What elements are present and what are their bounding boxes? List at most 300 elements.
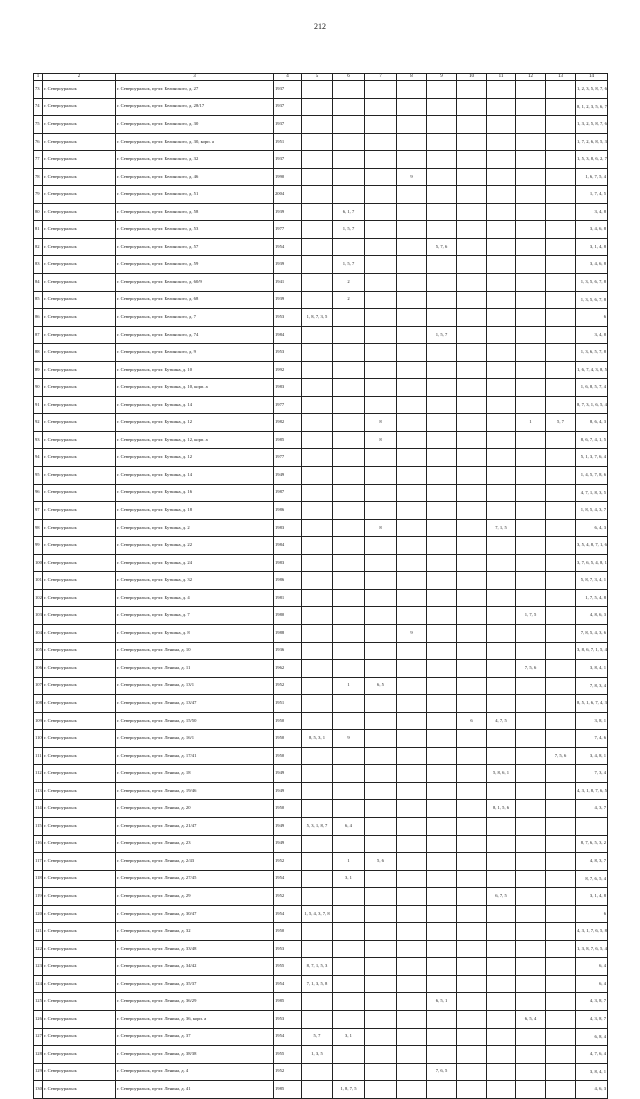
table-row (34, 888, 608, 906)
col14-cell: 8, 7, 6, 5, 4 (576, 870, 608, 888)
col5-cell: 1, 3, 5 (302, 1046, 333, 1064)
col5-cell (302, 677, 333, 695)
col7-cell (365, 116, 397, 134)
col6-cell (333, 344, 365, 362)
col5-cell (302, 537, 333, 555)
col10-cell (457, 958, 487, 976)
col13-cell (546, 1010, 576, 1028)
row-number: 96 (34, 484, 43, 502)
table-row (34, 958, 608, 976)
row-number: 84 (34, 274, 43, 292)
row-number: 74 (34, 98, 43, 116)
city-cell: г. Североуральск (43, 1063, 116, 1081)
row-number: 121 (34, 923, 43, 941)
col14-cell: 7, 8, 3, 4 (576, 677, 608, 695)
col10-cell (457, 747, 487, 765)
column-header: 12 (516, 74, 546, 81)
col7-cell (365, 81, 397, 99)
table-row (34, 168, 608, 186)
col13-cell (546, 765, 576, 783)
col14-cell: 4, 3, 8, 7 (576, 993, 608, 1011)
col12-cell (516, 537, 546, 555)
address-cell: г. Североуральск, пр-кт. Буткина, д. 14 (116, 467, 274, 485)
col6-cell (333, 1046, 365, 1064)
col8-cell (397, 414, 427, 432)
col7-cell (365, 344, 397, 362)
col13-cell (546, 870, 576, 888)
col11-cell (487, 975, 516, 993)
col12-cell (516, 186, 546, 204)
col9-cell (427, 870, 457, 888)
col7-cell (365, 1063, 397, 1081)
col14-cell: 1, 6, 7, 5, 4 (576, 168, 608, 186)
col12-cell (516, 361, 546, 379)
col8-cell (397, 431, 427, 449)
col13-cell (546, 291, 576, 309)
col14-cell: 4, 3, 7 (576, 800, 608, 818)
col13-cell (546, 133, 576, 151)
table-row (34, 256, 608, 274)
col12-cell (516, 309, 546, 327)
table-row (34, 274, 608, 292)
row-number: 97 (34, 502, 43, 520)
col5-cell (302, 642, 333, 660)
table-row (34, 1010, 608, 1028)
city-cell: г. Североуральск (43, 800, 116, 818)
col11-cell (487, 817, 516, 835)
row-number: 123 (34, 958, 43, 976)
col10-cell (457, 817, 487, 835)
col11-cell (487, 396, 516, 414)
col14-cell: 4, 6, 3 (576, 1081, 608, 1099)
col13-cell (546, 817, 576, 835)
year-cell: 1952 (274, 853, 302, 871)
col9-cell (427, 1081, 457, 1099)
table-row (34, 835, 608, 853)
col9-cell (427, 853, 457, 871)
col7-cell (365, 975, 397, 993)
year-cell: 1937 (274, 116, 302, 134)
table-row (34, 81, 608, 99)
col10-cell (457, 589, 487, 607)
col7-cell: 8 (365, 431, 397, 449)
col7-cell (365, 396, 397, 414)
col5-cell (302, 695, 333, 713)
city-cell: г. Североуральск (43, 817, 116, 835)
col6-cell (333, 116, 365, 134)
col5-cell (302, 502, 333, 520)
col12-cell (516, 1028, 546, 1046)
col8-cell: 9 (397, 168, 427, 186)
col13-cell (546, 379, 576, 397)
col12-cell (516, 344, 546, 362)
col13-cell (546, 344, 576, 362)
col7-cell (365, 1081, 397, 1099)
column-header: 4 (274, 74, 302, 81)
city-cell: г. Североуральск (43, 203, 116, 221)
address-cell: г. Североуральск, пр-кт. Буткина, д. 18 (116, 502, 274, 520)
year-cell: 1983 (274, 519, 302, 537)
col13-cell: 5, 7 (546, 414, 576, 432)
col13-cell (546, 1046, 576, 1064)
col6-cell (333, 554, 365, 572)
col8-cell (397, 221, 427, 239)
col7-cell (365, 765, 397, 783)
col11-cell (487, 344, 516, 362)
col10-cell (457, 396, 487, 414)
year-cell: 1980 (274, 607, 302, 625)
col11-cell (487, 133, 516, 151)
col9-cell (427, 607, 457, 625)
row-number: 109 (34, 712, 43, 730)
col11-cell (487, 677, 516, 695)
col7-cell (365, 747, 397, 765)
year-cell: 1992 (274, 361, 302, 379)
col5-cell (302, 291, 333, 309)
city-cell: г. Североуральск (43, 677, 116, 695)
col14-cell: 3, 1, 4, 8 (576, 888, 608, 906)
row-number: 92 (34, 414, 43, 432)
col13-cell (546, 642, 576, 660)
col8-cell (397, 853, 427, 871)
col8-cell (397, 554, 427, 572)
col12-cell (516, 905, 546, 923)
col11-cell (487, 431, 516, 449)
year-cell: 1982 (274, 414, 302, 432)
city-cell: г. Североуральск (43, 361, 116, 379)
col5-cell (302, 800, 333, 818)
city-cell: г. Североуральск (43, 1046, 116, 1064)
col8-cell (397, 888, 427, 906)
address-cell: г. Североуральск, пр-кт. Ленина, д. 23 (116, 835, 274, 853)
city-cell: г. Североуральск (43, 116, 116, 134)
city-cell: г. Североуральск (43, 993, 116, 1011)
col11-cell (487, 958, 516, 976)
address-cell: г. Североуральск, пр-кт. Ленина, д. 36, корп. а (116, 1010, 274, 1028)
city-cell: г. Североуральск (43, 238, 116, 256)
col13-cell (546, 572, 576, 590)
address-cell: г. Североуральск, пр-кт. Ленина, д. 41 (116, 1081, 274, 1099)
col12-cell (516, 81, 546, 99)
col6-cell (333, 835, 365, 853)
col10-cell (457, 993, 487, 1011)
col7-cell (365, 186, 397, 204)
row-number: 85 (34, 291, 43, 309)
col6-cell (333, 186, 365, 204)
col14-cell: 1, 8, 5, 4, 3, 7 (576, 502, 608, 520)
row-number: 106 (34, 660, 43, 678)
row-number: 91 (34, 396, 43, 414)
col10-cell: 6 (457, 712, 487, 730)
col8-cell (397, 203, 427, 221)
col14-cell: 3, 8, 6, 7, 1, 5, 4 (576, 642, 608, 660)
table-row (34, 800, 608, 818)
row-number: 125 (34, 993, 43, 1011)
city-cell: г. Североуральск (43, 1010, 116, 1028)
col9-cell (427, 133, 457, 151)
col12-cell (516, 116, 546, 134)
year-cell: 1949 (274, 467, 302, 485)
col12-cell (516, 326, 546, 344)
col11-cell (487, 291, 516, 309)
register-table (33, 73, 608, 1099)
col14-cell: 1, 3, 5, 6, 7, 8 (576, 274, 608, 292)
row-number: 126 (34, 1010, 43, 1028)
column-header: 10 (457, 74, 487, 81)
col6-cell (333, 765, 365, 783)
col12-cell (516, 256, 546, 274)
col10-cell (457, 1046, 487, 1064)
col7-cell (365, 642, 397, 660)
table-row (34, 993, 608, 1011)
col8-cell (397, 589, 427, 607)
col10-cell (457, 1010, 487, 1028)
col11-cell (487, 1010, 516, 1028)
col10-cell (457, 98, 487, 116)
col9-cell (427, 344, 457, 362)
col14-cell: 3, 8, 4, 1 (576, 1063, 608, 1081)
col7-cell (365, 221, 397, 239)
year-cell: 1952 (274, 677, 302, 695)
col13-cell (546, 1028, 576, 1046)
row-number: 77 (34, 151, 43, 169)
col11-cell (487, 238, 516, 256)
col13-cell (546, 607, 576, 625)
year-cell: 1984 (274, 537, 302, 555)
column-header: 5 (302, 74, 333, 81)
table-row (34, 905, 608, 923)
col9-cell (427, 449, 457, 467)
row-number: 129 (34, 1063, 43, 1081)
year-cell: 1950 (274, 712, 302, 730)
col6-cell: 2 (333, 291, 365, 309)
year-cell: 1939 (274, 291, 302, 309)
address-cell: г. Североуральск, пр-кт. Ленина, д. 13/1 (116, 677, 274, 695)
row-number: 98 (34, 519, 43, 537)
col11-cell (487, 1046, 516, 1064)
col6-cell (333, 361, 365, 379)
col9-cell (427, 186, 457, 204)
col12-cell (516, 133, 546, 151)
year-cell: 1937 (274, 98, 302, 116)
col14-cell: 1, 5, 3, 8, 6, 2, 7 (576, 151, 608, 169)
row-number: 107 (34, 677, 43, 695)
address-cell: г. Североуральск, пр-кт. Ленина, д. 11 (116, 660, 274, 678)
year-cell: 1984 (274, 326, 302, 344)
col14-cell: 3, 4, 8, 1 (576, 747, 608, 765)
col7-cell (365, 274, 397, 292)
table-row (34, 1046, 608, 1064)
city-cell: г. Североуральск (43, 431, 116, 449)
col5-cell (302, 589, 333, 607)
col9-cell (427, 1010, 457, 1028)
col10-cell (457, 940, 487, 958)
col5-cell (302, 782, 333, 800)
col7-cell (365, 467, 397, 485)
col13-cell (546, 554, 576, 572)
row-number: 111 (34, 747, 43, 765)
col9-cell (427, 695, 457, 713)
col12-cell (516, 168, 546, 186)
year-cell: 1949 (274, 782, 302, 800)
col5-cell (302, 396, 333, 414)
col10-cell (457, 765, 487, 783)
col13-cell (546, 677, 576, 695)
col5-cell (302, 414, 333, 432)
col5-cell (302, 835, 333, 853)
col8-cell (397, 870, 427, 888)
col13-cell (546, 624, 576, 642)
col12-cell (516, 695, 546, 713)
col7-cell (365, 554, 397, 572)
col13-cell (546, 712, 576, 730)
col10-cell (457, 607, 487, 625)
year-cell: 2004 (274, 186, 302, 204)
year-cell: 1937 (274, 151, 302, 169)
col9-cell (427, 537, 457, 555)
col12-cell (516, 853, 546, 871)
col13-cell (546, 695, 576, 713)
col13-cell (546, 853, 576, 871)
col8-cell (397, 923, 427, 941)
col6-cell (333, 98, 365, 116)
col12-cell (516, 958, 546, 976)
col7-cell (365, 203, 397, 221)
col6-cell (333, 589, 365, 607)
col14-cell: 3, 4, 8 (576, 203, 608, 221)
col10-cell (457, 502, 487, 520)
col5-cell: 8, 5, 3, 1 (302, 730, 333, 748)
column-header: 2 (43, 74, 116, 81)
row-number: 102 (34, 589, 43, 607)
col9-cell (427, 940, 457, 958)
col12-cell (516, 870, 546, 888)
col13-cell (546, 502, 576, 520)
address-cell: г. Североуральск, пр-кт. Буткина, д. 4 (116, 589, 274, 607)
col14-cell: 3, 4, 8 (576, 326, 608, 344)
city-cell: г. Североуральск (43, 274, 116, 292)
col7-cell (365, 923, 397, 941)
address-cell: г. Североуральск, пр-кт. Белинского, д. 59 (116, 256, 274, 274)
col5-cell (302, 203, 333, 221)
col5-cell (302, 467, 333, 485)
col13-cell (546, 449, 576, 467)
year-cell: 1954 (274, 870, 302, 888)
col7-cell (365, 133, 397, 151)
row-number: 81 (34, 221, 43, 239)
col6-cell (333, 782, 365, 800)
col12-cell (516, 572, 546, 590)
city-cell: г. Североуральск (43, 519, 116, 537)
col13-cell (546, 326, 576, 344)
col10-cell (457, 238, 487, 256)
address-cell: г. Североуральск, пр-кт. Белинского, д. 7 (116, 309, 274, 327)
col5-cell: 8, 7, 1, 5, 3 (302, 958, 333, 976)
col6-cell (333, 800, 365, 818)
col10-cell (457, 975, 487, 993)
col9-cell (427, 800, 457, 818)
col7-cell: 8 (365, 414, 397, 432)
col10-cell (457, 291, 487, 309)
col10-cell (457, 309, 487, 327)
year-cell: 1939 (274, 203, 302, 221)
col6-cell (333, 484, 365, 502)
col8-cell (397, 326, 427, 344)
col10-cell (457, 414, 487, 432)
col7-cell (365, 905, 397, 923)
city-cell: г. Североуральск (43, 589, 116, 607)
col14-cell: 7, 4, 6 (576, 730, 608, 748)
year-cell: 1987 (274, 484, 302, 502)
col6-cell (333, 502, 365, 520)
col8-cell (397, 642, 427, 660)
col12-cell (516, 151, 546, 169)
col5-cell (302, 1010, 333, 1028)
col7-cell (365, 589, 397, 607)
col8-cell (397, 396, 427, 414)
row-number: 119 (34, 888, 43, 906)
col8-cell (397, 975, 427, 993)
col9-cell (427, 747, 457, 765)
col9-cell (427, 958, 457, 976)
col6-cell (333, 396, 365, 414)
col9-cell (427, 168, 457, 186)
col12-cell (516, 712, 546, 730)
year-cell: 1954 (274, 1028, 302, 1046)
col10-cell (457, 81, 487, 99)
col7-cell (365, 361, 397, 379)
col7-cell (365, 993, 397, 1011)
column-header: 11 (487, 74, 516, 81)
col5-cell (302, 484, 333, 502)
col11-cell (487, 747, 516, 765)
col12-cell (516, 624, 546, 642)
col11-cell (487, 326, 516, 344)
year-cell: 1981 (274, 589, 302, 607)
row-number: 89 (34, 361, 43, 379)
col11-cell (487, 993, 516, 1011)
col6-cell (333, 747, 365, 765)
col9-cell (427, 502, 457, 520)
city-cell: г. Североуральск (43, 537, 116, 555)
col9-cell (427, 221, 457, 239)
col12-cell (516, 835, 546, 853)
col8-cell (397, 1081, 427, 1099)
row-number: 87 (34, 326, 43, 344)
col9-cell (427, 642, 457, 660)
table-row (34, 537, 608, 555)
col11-cell (487, 98, 516, 116)
col9-cell (427, 484, 457, 502)
col12-cell (516, 677, 546, 695)
city-cell: г. Североуральск (43, 905, 116, 923)
col14-cell: 4, 8, 6, 3 (576, 607, 608, 625)
col5-cell (302, 116, 333, 134)
row-number: 83 (34, 256, 43, 274)
col12-cell (516, 642, 546, 660)
col9-cell (427, 817, 457, 835)
col13-cell (546, 782, 576, 800)
row-number: 105 (34, 642, 43, 660)
column-header: 14 (576, 74, 608, 81)
col6-cell: 2 (333, 274, 365, 292)
col11-cell (487, 502, 516, 520)
col5-cell (302, 274, 333, 292)
column-header: 6 (333, 74, 365, 81)
col5-cell: 5, 7 (302, 1028, 333, 1046)
year-cell: 1949 (274, 817, 302, 835)
address-cell: г. Североуральск, пр-кт. Белинского, д. 68 (116, 291, 274, 309)
